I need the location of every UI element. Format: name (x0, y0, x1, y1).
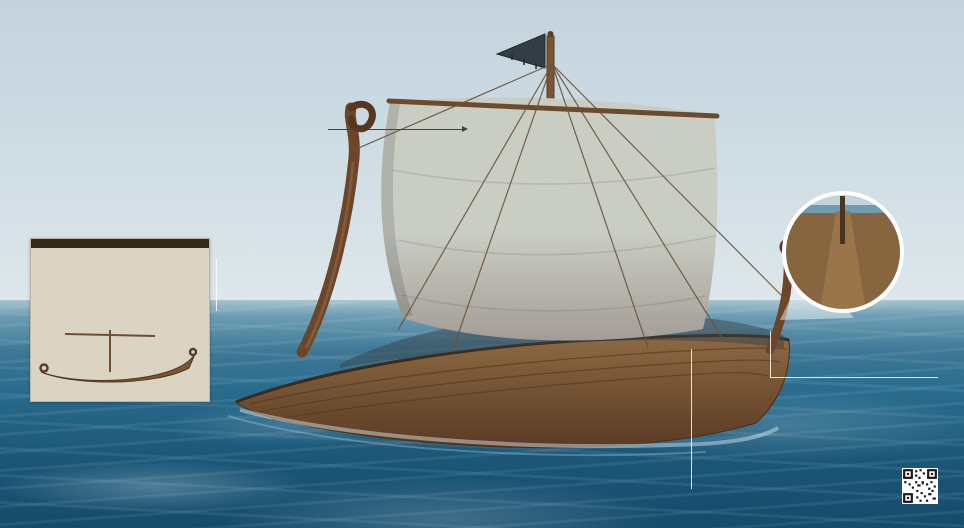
shields-bracket-line (691, 349, 692, 489)
feature-box-title (31, 239, 209, 248)
annotation-shields (700, 434, 964, 435)
feature-box-body (31, 248, 209, 260)
masthead-banner (497, 34, 545, 69)
sail-leader-arrow-icon (462, 126, 468, 132)
ship-hull (236, 335, 789, 447)
annotation-keel (45, 417, 245, 418)
annotation-rudder (778, 311, 950, 312)
bow-figurehead (302, 104, 372, 352)
qr-code (902, 468, 938, 504)
prow-bracket-line (216, 259, 217, 311)
annotation-sail (325, 134, 443, 135)
sail-leader-line (328, 129, 462, 130)
running-head-right (926, 13, 934, 23)
deck-zoom-inset (780, 191, 904, 320)
annotation-hull (277, 434, 479, 435)
mini-ship-illustration (35, 328, 205, 398)
rudder-bracket-vline (770, 331, 771, 377)
rudder-bracket-hline (770, 377, 938, 378)
annotation-vikings (600, 36, 956, 38)
running-head-left (30, 13, 38, 23)
annotation-deck (726, 110, 956, 111)
feature-box (30, 238, 210, 402)
